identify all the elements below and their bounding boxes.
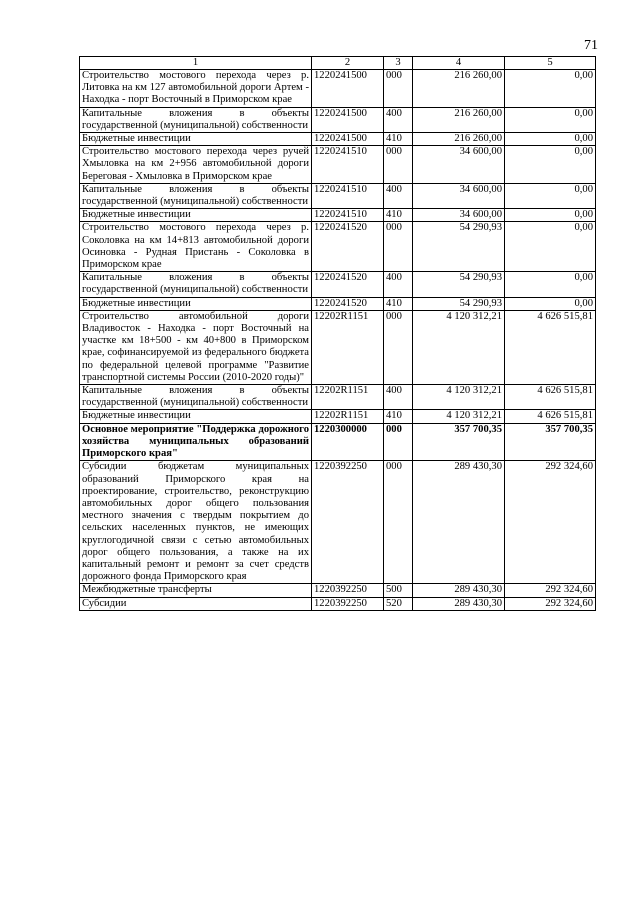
row-amount-year-1: 34 600,00: [413, 183, 505, 208]
row-amount-year-1: 289 430,30: [413, 584, 505, 597]
row-amount-year-2: 0,00: [505, 222, 596, 272]
row-amount-year-2: 0,00: [505, 297, 596, 310]
row-amount-year-1: 54 290,93: [413, 297, 505, 310]
column-header-3: 3: [384, 57, 413, 70]
row-target-code: 1220392250: [312, 461, 384, 584]
row-name: Субсидии бюджетам муниципальных образований Приморского края на проектирование, строительство, реконструкцию автомобильных дорог общего пользования местного значения с твердым покрытием до сельских населенных пунктов, не имеющих круглогодичной связи с сетью автомобильных дорог общего пользования, а также на их капитальный ремонт и ремонт за счет средств дорожного фонда Приморского края: [80, 461, 312, 584]
row-expense-type-code: 410: [384, 209, 413, 222]
row-target-code: 12202R1151: [312, 385, 384, 410]
row-amount-year-2: 4 626 515,81: [505, 385, 596, 410]
row-amount-year-2: 0,00: [505, 209, 596, 222]
row-target-code: 1220241500: [312, 133, 384, 146]
page-number: 71: [584, 38, 598, 53]
row-amount-year-1: 216 260,00: [413, 107, 505, 132]
table-row: [80, 461, 596, 584]
table-row: [80, 107, 596, 132]
row-name: Капитальные вложения в объекты государственной (муниципальной) собственности: [80, 107, 312, 132]
table-row: [80, 423, 596, 461]
table-row: [80, 183, 596, 208]
column-header-2: 2: [312, 57, 384, 70]
row-name: Бюджетные инвестиции: [80, 133, 312, 146]
row-amount-year-1: 34 600,00: [413, 209, 505, 222]
row-target-code: 1220300000: [312, 423, 384, 461]
row-target-code: 1220241510: [312, 183, 384, 208]
row-target-code: 1220241510: [312, 209, 384, 222]
row-amount-year-1: 54 290,93: [413, 222, 505, 272]
row-name: Капитальные вложения в объекты государственной (муниципальной) собственности: [80, 272, 312, 297]
row-expense-type-code: 410: [384, 410, 413, 423]
row-amount-year-2: 0,00: [505, 183, 596, 208]
row-target-code: 1220241500: [312, 107, 384, 132]
row-target-code: 12202R1151: [312, 310, 384, 384]
row-amount-year-2: 292 324,60: [505, 461, 596, 584]
row-expense-type-code: 410: [384, 133, 413, 146]
row-expense-type-code: 400: [384, 385, 413, 410]
budget-table-body: [80, 57, 596, 611]
row-name: Межбюджетные трансферты: [80, 584, 312, 597]
row-target-code: 1220392250: [312, 597, 384, 610]
row-expense-type-code: 400: [384, 183, 413, 208]
row-name: Основное мероприятие "Поддержка дорожного хозяйства муниципальных образований Приморского края": [80, 423, 312, 461]
row-expense-type-code: 000: [384, 461, 413, 584]
table-row: [80, 133, 596, 146]
row-target-code: 1220241520: [312, 297, 384, 310]
row-amount-year-2: 4 626 515,81: [505, 410, 596, 423]
row-name: Субсидии: [80, 597, 312, 610]
row-expense-type-code: 000: [384, 222, 413, 272]
row-amount-year-2: 0,00: [505, 107, 596, 132]
row-expense-type-code: 520: [384, 597, 413, 610]
row-name: Строительство автомобильной дороги Владивосток - Находка - порт Восточный на участке км 18+500 - км 40+800 в Приморском крае, софинансируемой из федерального бюджета по федеральной целевой программе "Развитие транспортной системы России (2010-2020 годы)": [80, 310, 312, 384]
row-expense-type-code: 000: [384, 423, 413, 461]
table-row: [80, 70, 596, 108]
row-name: Бюджетные инвестиции: [80, 209, 312, 222]
row-amount-year-2: 0,00: [505, 146, 596, 184]
row-amount-year-1: 34 600,00: [413, 146, 505, 184]
row-expense-type-code: 000: [384, 70, 413, 108]
row-amount-year-1: 357 700,35: [413, 423, 505, 461]
row-amount-year-2: 357 700,35: [505, 423, 596, 461]
row-name: Капитальные вложения в объекты государственной (муниципальной) собственности: [80, 183, 312, 208]
row-target-code: 1220392250: [312, 584, 384, 597]
row-amount-year-1: 216 260,00: [413, 133, 505, 146]
column-header-5: 5: [505, 57, 596, 70]
row-amount-year-1: 216 260,00: [413, 70, 505, 108]
row-amount-year-2: 0,00: [505, 133, 596, 146]
row-name: Строительство мостового перехода через р. Литовка на км 127 автомобильной дороги Артем - Находка - порт Восточный в Приморском крае: [80, 70, 312, 108]
row-name: Бюджетные инвестиции: [80, 410, 312, 423]
row-amount-year-2: 4 626 515,81: [505, 310, 596, 384]
table-row: [80, 597, 596, 610]
budget-table: [79, 56, 596, 611]
row-target-code: 1220241520: [312, 222, 384, 272]
row-amount-year-2: 0,00: [505, 70, 596, 108]
table-row: [80, 297, 596, 310]
table-row: [80, 222, 596, 272]
row-expense-type-code: 410: [384, 297, 413, 310]
row-amount-year-1: 4 120 312,21: [413, 310, 505, 384]
row-name: Бюджетные инвестиции: [80, 297, 312, 310]
table-row: [80, 410, 596, 423]
column-header-1: 1: [80, 57, 312, 70]
table-row: [80, 209, 596, 222]
table-row: [80, 385, 596, 410]
table-row: [80, 272, 596, 297]
row-amount-year-2: 292 324,60: [505, 597, 596, 610]
row-amount-year-1: 289 430,30: [413, 597, 505, 610]
row-expense-type-code: 000: [384, 310, 413, 384]
column-header-4: 4: [413, 57, 505, 70]
row-amount-year-1: 4 120 312,21: [413, 410, 505, 423]
row-target-code: 1220241500: [312, 70, 384, 108]
table-row: [80, 310, 596, 384]
row-expense-type-code: 400: [384, 107, 413, 132]
table-row: [80, 146, 596, 184]
row-expense-type-code: 500: [384, 584, 413, 597]
row-name: Строительство мостового перехода через р. Соколовка на км 14+813 автомобильной дороги Осиновка - Рудная Пристань - Соколовка в Приморском крае: [80, 222, 312, 272]
column-number-row: [80, 57, 596, 70]
row-target-code: 12202R1151: [312, 410, 384, 423]
row-name: Капитальные вложения в объекты государственной (муниципальной) собственности: [80, 385, 312, 410]
row-target-code: 1220241520: [312, 272, 384, 297]
row-amount-year-1: 4 120 312,21: [413, 385, 505, 410]
row-amount-year-2: 0,00: [505, 272, 596, 297]
row-name: Строительство мостового перехода через ручей Хмыловка на км 2+956 автомобильной дороги Береговая - Хмыловка в Приморском крае: [80, 146, 312, 184]
row-amount-year-2: 292 324,60: [505, 584, 596, 597]
row-expense-type-code: 000: [384, 146, 413, 184]
row-amount-year-1: 54 290,93: [413, 272, 505, 297]
row-target-code: 1220241510: [312, 146, 384, 184]
table-row: [80, 584, 596, 597]
row-expense-type-code: 400: [384, 272, 413, 297]
row-amount-year-1: 289 430,30: [413, 461, 505, 584]
